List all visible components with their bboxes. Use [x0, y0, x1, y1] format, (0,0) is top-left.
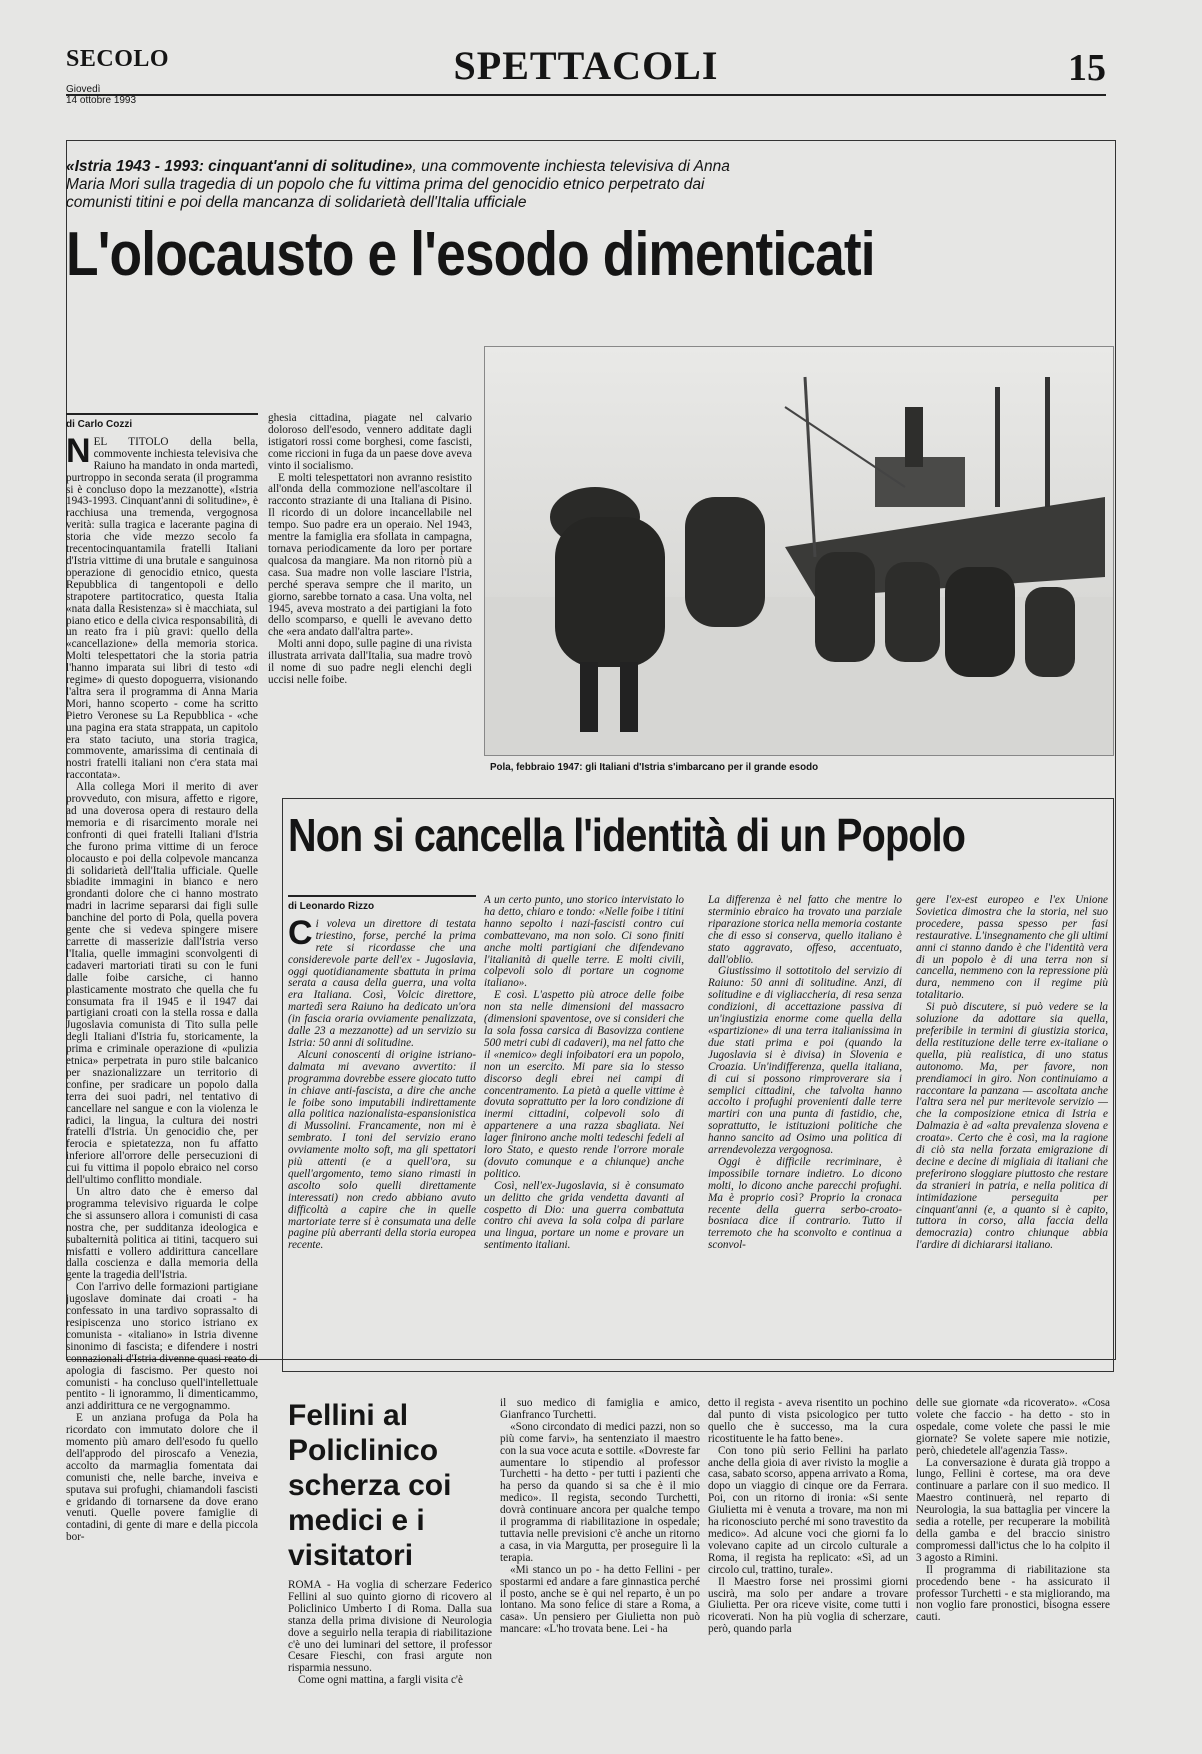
paragraph: Con tono più serio Fellini ha parlato anche della gioia di aver rivisto la moglie a casa, sabato scorso, appena arrivato a Roma, dopo un viaggio di cinque ore da Ferrara. Poi, con un ritorno di ironia: «Si sente Giulietta mi è venuta a trovare, ma non mi ha riconosciuto perché mi sono travestito da medico». Ad alcune voci che giorni fa lo volevano capite ad un circolo culturale a Roma, il regista ha replicato: «Sì, ad un circolo cul, trattino, turale». — [708, 1444, 908, 1576]
paragraph: gere l'ex-est europeo e l'ex Unione Sovietica dimostra che la storia, nel suo procedere, passa spesso per fasi restaurative. L'insegnamento che gli ultimi anni ci stanno dando è che l'identità vera di un popolo è di una terra non si cancella, nemmeno con la repressione più dura, nemmeno con il regime più totalitario. — [916, 895, 1108, 1002]
paragraph: Il Maestro forse nei prossimi giorni uscirà, ma solo per andare a trovare Giulietta. Per ora riceve visite, come tutti i ricoverati. Non ha più voglia di scherzare, però, quando parla — [708, 1575, 908, 1636]
article2-dropcap: C — [288, 913, 313, 952]
paragraph: i voleva un direttore di testata triestino, forse, perché la prima rete si ricordasse che una considerevole parte dell'ex - Jugoslavia, oggi quotidianamente sbattuta in prima serata a causa della guerra, una volta era Italiana. Così, Volcic direttore, martedì sera Raiuno ha dedicato un'ora (in fascia oraria ovviamente penalizzata, dalle 23 a mezzanotte) ad un servizio su Istria: 50 anni di solitudine. — [288, 917, 476, 1049]
paragraph: ghesia cittadina, piagate nel calvario doloroso dell'esodo, vennero additate dagli istigatori rossi come borghesi, come fascisti, come riccioni in fuga da un paese dove aveva vinto il socialismo. — [268, 413, 472, 472]
photo-caption: Pola, febbraio 1947: gli Italiani d'Istria s'imbarcano per il grande esodo — [490, 762, 819, 773]
lead-byline: di Carlo Cozzi — [66, 413, 258, 431]
article3-col2-text — [500, 1398, 700, 1636]
article3-column-4 — [916, 1398, 1110, 1743]
article2-column-3 — [708, 895, 902, 1350]
article3-col1-text — [288, 1580, 492, 1687]
paragraph: E molti telespettatori non avranno resistito all'onda della commozione nell'ascoltare il racconto straziante di una Italiana di Pisino. Il ricordo di un dolore incancellabile nel tempo. Suo padre era un operaio. Nel 1943, mentre la famiglia era sfollata in campagna, tornava periodicamente da loro per portare qualcosa da mangiare. Ma non ritornò più a casa. Sua madre non volle lasciare l'Istria, perché sperava sempre che il marito, un giorno, sarebbe tornato a casa. Una volta, nel 1945, aveva mostrato a dei partigiani la foto dello scomparso, e quelli le avevano detto che «era andato dall'altra parte». — [268, 471, 472, 639]
paragraph: Con l'arrivo delle formazioni partigiane jugoslave dominate dai croati - ha confessato in una tardivo soprassalto di resipiscenza uno storico istriano ex comunista - «italiano» in Istria divenne sinonimo di fascista; e difendere i nostri connazionali d'Istria divenne quasi reato di apologia di fascismo. Per questo noi comunisti - ha concluso quell'intellettuale pentito - li ignorammo, li dimenticammo, anzi addirittura ce ne vergognammo. — [66, 1281, 258, 1413]
article2-col3-text — [708, 895, 902, 1252]
paragraph: A un certo punto, uno storico intervistato lo ha detto, chiaro e tondo: «Nelle foibe i titini hanno sepolto i nazi-fascisti contro cui combattevano, ma non solo. Ci sono finiti anche molti partigiani che difendevano l'italianità di quelle terre. E molti civili, colpevoli solo di portare un cognome italiano». — [484, 895, 684, 990]
paragraph: E così. L'aspetto più atroce delle foibe non sta nelle dimensioni del massacro (dimensioni spaventose, ove si consideri che la sola fossa carsica di Basovizza contiene 500 metri cubi di cadaveri), ma nel fatto che il «nemico» degli infoibatori era un popolo, non un esercito. Mi pare sia lo stesso discorso degli ebrei nei campi di concentramento. La pietà a quelle vittime è dovuta soprattutto per la loro condizione di inermi cittadini, colpevoli solo di appartenere a una razza sbagliata. Nei lager finirono anche molti tedeschi fedeli al loro Stato, e questo rende l'orrore morale (dovuto comunque e a chiunque) anche politico. — [484, 989, 684, 1180]
article2-col4-text — [916, 895, 1108, 1252]
page-number: 15 — [1068, 47, 1106, 89]
article2-col2-text — [484, 895, 684, 1252]
paragraph: Giustissimo il sottotitolo del servizio di Raiuno: 50 anni di solitudine. Anzi, di solitudine e di vigliaccheria, di resa senza condizioni, di accettazione passiva di un'ingiustizia enorme come quella della «spartizione» di una terra italianissima in due stati prima e poi (quando la Jugoslavia si è divisa) in Slovenia e Croazia. Un'indifferenza, quella italiana, di cui si possono rimproverare sia i semplici cittadini, che talvolta hanno accolto i profughi provenienti dalle terre martiri con una punta di fastidio, che, soprattutto, le istituzioni politiche che hanno sancito ad Osimo una politica di arrendevolezza vergognosa. — [708, 965, 902, 1157]
paragraph: «Sono circondato di medici pazzi, non so più come farvi», ha sentenziato il maestro con la sua voce acuta e sottile. «Dovreste far aumentare lo stipendio al professor Turchetti - ha detto - per tutti i pazienti che ha perso da quando si sa che è il mio medico». Il regista, secondo Turchetti, dovrà continuare ancora per qualche tempo il programma di riabilitazione in ospedale; tuttavia nelle previsioni c'è anche un ritorno a casa, in via Margutta, per proseguire lì la terapia. — [500, 1420, 700, 1564]
masthead — [66, 40, 1106, 106]
lead-col2-text — [268, 413, 472, 687]
paragraph: Come ogni mattina, a fargli visita c'è — [298, 1674, 463, 1687]
article3-column-2 — [500, 1398, 700, 1743]
lead-column-2 — [268, 413, 472, 773]
paragraph: EL TITOLO della bella, commovente inchiesta televisiva che Raiuno ha mandato in onda martedì, purtroppo in seconda serata (il programma si è concluso dopo la mezzanotte), «Istria 1943-1993. Cinquant'anni di solitudine», è racchiusa una tremenda, vergognosa verità: sulla tragica e lacerante pagina di storia che vide mezzo secolo fa trecentocinquantamila fratelli Italiani d'Istria vittime di una brutale e sanguinosa operazione di genocidio etnico, questa Repubblica di tangentopoli e dello strapotere partitocratico, questa Italia «nata dalla Resistenza» si è macchiata, sul piano etico e della civica responsabilità, di un reato fra i più gravi: quello della «cancellazione» della memoria storica. Molti telespettatori che la storia patria l'hanno imparata sui libri di testo «di regime» di questo dopoguerra, visionando l'altra sera il programma di Anna Maria Mori, hanno scoperto - come ha scritto Pietro Veronese su La Repubblica - «che una pagina era stata strappata, un capitolo era stato taciuto, una storia tragica, commovente, amarissima di centinaia di nostri fratelli italiani non c'era stata mai raccontata». — [66, 435, 258, 782]
exodus-photo — [484, 346, 1114, 756]
paragraph: Molti anni dopo, sulle pagine di una rivista illustrata arrivata dall'Italia, sua madre trovò il nome di suo padre negli elenchi degli uccisi nelle foibe. — [268, 638, 472, 686]
article3-column-1 — [288, 1580, 492, 1740]
article2-byline: di Leonardo Rizzo — [288, 895, 476, 913]
paragraph: Un altro dato che è emerso dal programma televisivo riguarda le colpe che si assunsero allora i comunisti di casa nostra che, per sudditanza ideologica e subalternità politica ai titini, tacquero sui misfatti e vollero addirittura cancellare dalla coscienza e dalla memoria della gente la tragedia dell'Istria. — [66, 1186, 258, 1282]
issue-day: 14 ottobre 1993 — [66, 95, 137, 106]
article3-headline: Fellini al Policlinico scherza coi medici e i visitatori — [288, 1399, 452, 1572]
article2-column-1 — [288, 895, 476, 1350]
paragraph: La differenza è nel fatto che mentre lo sterminio ebraico ha trovato una parziale riparazione storica nella memoria costante che di esso si conserva, quello italiano è stato aggravato, offeso, accentuato, dall'oblio. — [708, 895, 902, 966]
paragraph: Il programma di riabilitazione sta procedendo bene - ha assicurato il professor Turchetti - e sta migliorando, ma non voglio fare pronostici, bisogna essere cauti. — [916, 1563, 1110, 1624]
paragraph: il suo medico di famiglia e amico, Gianfranco Turchetti. — [500, 1398, 700, 1421]
paragraph: Così, nell'ex-Jugoslavia, si è consumato un delitto che grida vendetta davanti al cospetto di Dio: una guerra combattuta contro chi aveva la sola colpa di parlare una lingua, portare un nome e provare un sentimento italiani. — [484, 1179, 684, 1252]
kicker-text: , una commovente inchiesta televisiva di Anna Maria Mori sulla tragedia di un popolo che fu vittima prima del genocidio etnico perpetrato dai comunisti titini e poi della mancanza di solidarietà dell'Italia ufficiale — [66, 158, 730, 211]
paragraph: delle sue giornate «da ricoverato». «Cosa volete che faccio - ha detto - sto in ospedale, come volete che passi le mie giornate? Se volete sapere mie notizie, però, chiedetele all'agenzia Tass». — [916, 1398, 1110, 1457]
article2-headline: Non si cancella l'identità di un Popolo — [288, 809, 966, 861]
exodus-photo-image — [485, 347, 1114, 756]
paragraph: Alla collega Mori il merito di aver provveduto, con misura, affetto e rigore, ad una doverosa opera di restauro della memoria e di risarcimento morale nei confronti di quei fratelli Italiani d'Istria che furono prima vittime di un feroce olocausto e poi della colpevole mancanza di solidarietà dell'Italia ufficiale. Quelle sbiadite immagini in bianco e nero grondanti dolore che ci hanno mostrato madri in lacrime separarsi dai figli sulle banchine del porto di Pola, quella povera gente che si vedeva spingere misere carrette di masserizie dall'Istria verso l'Italia, quelle immagini sconvolgenti di cadaveri martoriati tirati su con le funi dalle foibe carsiche, ci hanno plasticamente mostrato che quella che fu consumata fra il 1945 e il 1947 dai partigiani croati con la stella rossa e dalla Jugoslavia comunista di Tito sulla pelle degli Italiani d'Istria fu, storicamente, la prima e criminale operazione di «pulizia etnica» perpetrata in puro stile balcanico per snazionalizzare un territorio di confine, per sradicare un popolo dalla terra dei suoi padri, nel tentativo di cancellare nel sangue e con la violenza le radici, la lingua, la cultura dei nostri fratelli d'Istria. Un genocidio che, per ferocia e spietatezza, non fu affatto inferiore all'orrore delle persecuzioni di cui fu vittima il popolo ebraico nel corso dell'ultimo conflitto mondiale. — [66, 781, 258, 1187]
newspaper-logo: SECOLO — [66, 46, 170, 72]
paragraph: E un anziana profuga da Pola ha ricordato con immutato dolore che il momento più amaro dell'esodo fu quello dell'approdo del piroscafo a Venezia, accolto da marmaglia fomentata dai comunisti che, nelle barche, inveiva e sputava sui profughi, chiamandoli fascisti e gridando di tornarsene da dove erano venuti. Quelle povere famiglie di contadini, di gente di mare e della piccola bor- — [66, 1412, 258, 1544]
paragraph: Si può discutere, si può vedere se la soluzione da adottare sia quella, preferibile in termini di giustizia storica, della restituzione delle terre ex-italiane o quella, più realistica, di uno status autonomo. Ma, per favore, non prendiamoci in giro. Non continuiamo a raccontare la panzana — ascoltata anche l'altra sera nel pur meritevole servizio — che la composizione etnica di Istria e Dalmazia è ad «alta prevalenza slovena e croata». Certo che è così, ma la ragione di ciò sta nella forzata emigrazione di decine e decine di migliaia di italiani che preferirono sloggiare piuttosto che restare da stranieri in patria, e nella politica di intimidazione perseguita per cinquant'anni (e, a quanto si è capito, tuttora in corso, alla faccia della democrazia) contro chiunque abbia l'ardire di dichiararsi italiano. — [916, 1001, 1108, 1252]
article3-col4-text — [916, 1398, 1110, 1624]
article2-col1-text — [288, 913, 476, 1252]
paragraph: detto il regista - aveva risentito un pochino dal punto di vista psicologico per tutto quello che è successo, ma la cura ricostituente le ha fatto bene». — [708, 1398, 908, 1445]
kicker-title: «Istria 1943 - 1993: cinquant'anni di solitudine» — [66, 158, 413, 175]
paragraph: ROMA - Ha voglia di scherzare Federico Fellini al suo quinto giorno di ricovero al Policlinico Umberto I di Roma. Dalla sua stanza della prima divisione di Neurologia dove a seguirlo nella terapia di riabilitazione c'è uno dei luminari del settore, il professor Cesare Fieschi, con frasi argute non risparmia nessuno. — [288, 1580, 492, 1675]
section-title: SPETTACOLI — [453, 43, 719, 88]
article3-column-3 — [708, 1398, 908, 1743]
lead-col1-text — [66, 431, 258, 1544]
lead-dropcap: N — [66, 431, 91, 470]
article2-column-4 — [916, 895, 1108, 1350]
paragraph: Oggi è difficile recriminare, è impossibile tornare indietro. Lo dicono molti, lo dicono anche parecchi profughi. Ma è proprio così? Proprio la cronaca recente della guerra serbo-croato-bosniaca dice il contrario. Tutto il terremoto che ha sconvolto e continua a sconvol- — [708, 1155, 902, 1252]
paragraph: Alcuni conoscenti di origine istriano-dalmata mi avevano avvertito: il programma dovrebbe essere giocato tutto in chiave anti-fascista, a dire che anche le foibe sono imputabili indirettamente alla politica nazionalista-espansionistica di Mussolini. Francamente, non mi è sembrato. I toni del servizio erano ovviamente molto soft, ma gli spettatori più attenti (e a quell'ora, su quell'argomento, temo siano rimasti in ascolto solo quelli direttamente interessati) non credo abbiano avuto difficoltà a capire che in quelle martoriate terre si è consumata una delle pagine più aberranti della storia europea recente. — [288, 1048, 476, 1252]
lead-headline: L'olocausto e l'esodo dimenticati — [66, 220, 875, 289]
lead-kicker — [66, 158, 766, 212]
lead-column-1 — [66, 413, 258, 1741]
article3-col3-text — [708, 1398, 908, 1636]
article2-column-2 — [484, 895, 684, 1350]
issue-weekday: Giovedì — [66, 84, 101, 95]
paragraph: La conversazione è durata già troppo a lungo, Fellini è cortese, ma ora deve continuare a parlare con il suo medico. Il Maestro continuerà, nel reparto di Neurologia, la sua battaglia per vincere la sedia a rotelle, per recuperare la mobilità della gamba e del braccio sinistro compromessi dall'ictus che lo ha colpito il 3 agosto a Rimini. — [916, 1456, 1110, 1564]
paragraph: «Mi stanco un po - ha detto Fellini - per spostarmi ed andare a fare ginnastica perché il posto, anche se è qui nel reparto, è un po lontano. Ma sono felice di stare a Roma, a casa». Un pensiero per Giulietta non può mancare: «L'ho trovata bene. Lei - ha — [500, 1563, 700, 1636]
